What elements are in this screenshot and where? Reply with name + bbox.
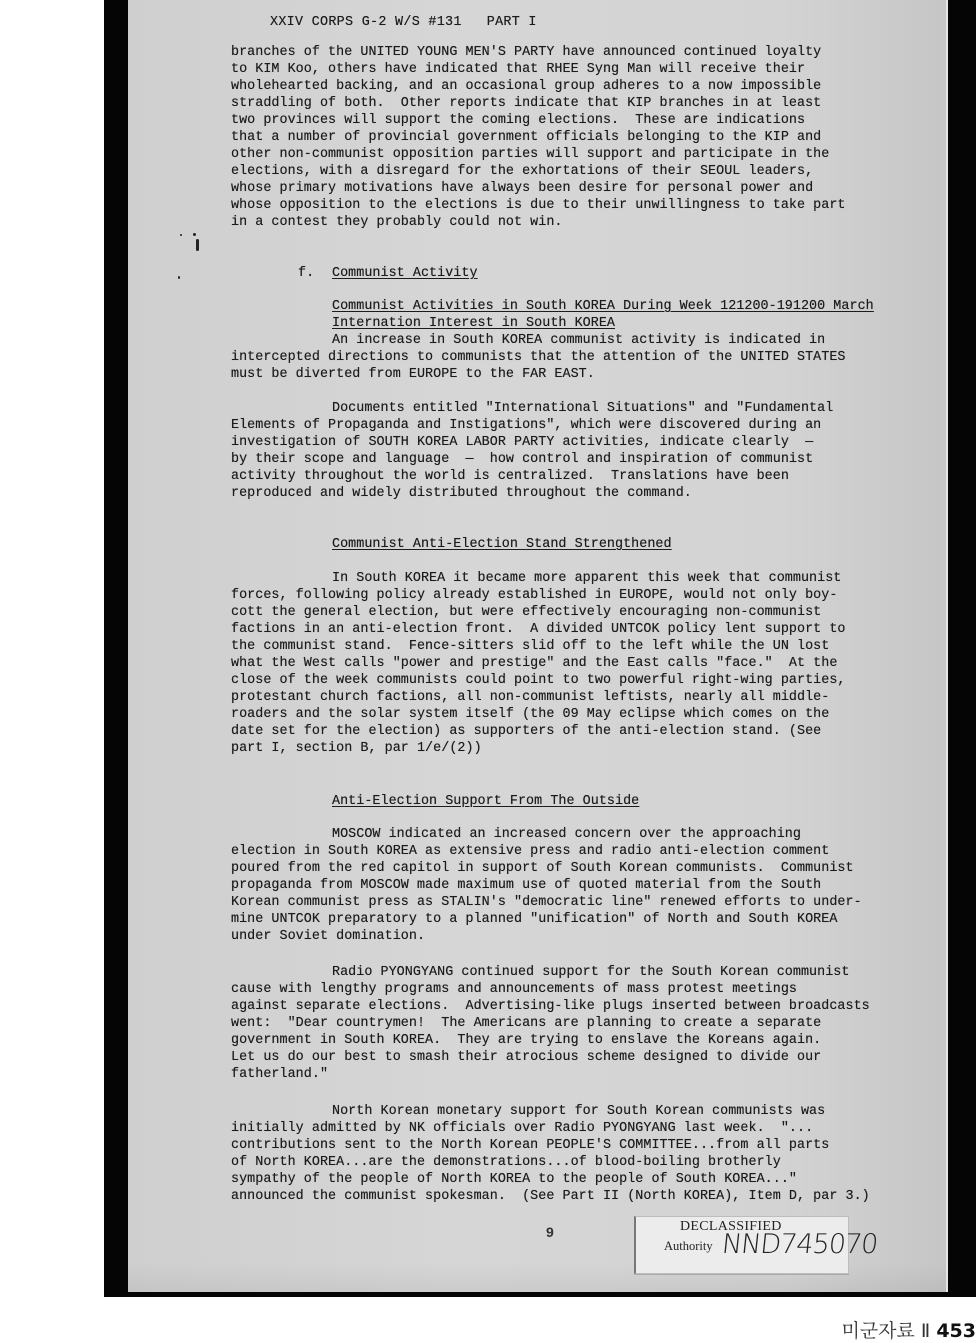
- text-line: close of the week communists could point to two powerful right-wing parties,: [231, 673, 846, 688]
- stamp-title: DECLASSIFIED: [680, 1219, 782, 1234]
- text-line: poured from the red capitol in support of South Korean communists. Communist: [231, 861, 854, 876]
- text-line: activity throughout the world is centralized. Translations have been: [231, 469, 789, 484]
- scan-speck: [178, 276, 180, 279]
- text-line: Korean communist press as STALIN's "democratic line" renewed efforts to under-: [231, 895, 862, 910]
- text-line: part I, section B, par 1/e/(2)): [231, 741, 482, 756]
- text-line: by their scope and language — how control and inspiration of communist: [231, 452, 814, 467]
- text-line: sympathy of the people of North KOREA to the people of South KOREA...": [231, 1172, 797, 1187]
- text-line: of North KOREA...are the demonstrations...of blood-boiling brotherly: [231, 1155, 781, 1170]
- declassified-stamp: [634, 1216, 879, 1274]
- text-line: forces, following policy already established in EUROPE, would not only boy-: [231, 588, 838, 603]
- text-line: roaders and the solar system itself (the 09 May eclipse which comes on the: [231, 707, 830, 722]
- text-line: Documents entitled "International Situations" and "Fundamental: [332, 401, 834, 416]
- text-line: the communist stand. Fence-sitters slid off to the left while the UN lost: [231, 639, 830, 654]
- text-line: that a number of provincial government officials belonging to the KIP and: [231, 130, 822, 145]
- subheading: Internation Interest in South KOREA: [332, 316, 615, 331]
- scan-speck: [180, 234, 182, 236]
- scan-speck: [196, 239, 199, 251]
- text-line: cott the general election, but were effectively encouraging non-communist: [231, 605, 822, 620]
- text-line: date set for the election) as supporters of the anti-election stand. (See: [231, 724, 822, 739]
- text-line: other non-communist opposition parties will support and participate in the: [231, 147, 830, 162]
- text-line: mine UNTCOK preparatory to a planned "unification" of North and South KOREA: [231, 912, 838, 927]
- text-line: went: "Dear countrymen! The Americans are planning to create a separate: [231, 1016, 822, 1031]
- text-line: what the West calls "power and prestige" and the East calls "face." At the: [231, 656, 838, 671]
- text-line: Let us do our best to smash their atrocious scheme designed to divide our: [231, 1050, 822, 1065]
- text-line: election in South KOREA as extensive press and radio anti-election comment: [231, 844, 830, 859]
- text-line: two provinces will support the coming elections. These are indications: [231, 113, 806, 128]
- text-line: in a contest they probably could not win.: [231, 215, 563, 230]
- text-line: against separate elections. Advertising-like plugs inserted between broadcasts: [231, 999, 870, 1014]
- text-line: Elements of Propaganda and Instigations", which were discovered during an: [231, 418, 822, 433]
- text-line: investigation of SOUTH KOREA LABOR PARTY activities, indicate clearly —: [231, 435, 814, 450]
- page-number: 9: [546, 1224, 554, 1240]
- text-line: straddling of both. Other reports indicate that KIP branches in at least: [231, 96, 822, 111]
- text-line: Radio PYONGYANG continued support for the South Korean communist: [332, 965, 850, 980]
- text-line: government in South KOREA. They are trying to enslave the Koreans again.: [231, 1033, 822, 1048]
- scan-speck: [193, 233, 196, 236]
- text-line: MOSCOW indicated an increased concern over the approaching: [332, 827, 801, 842]
- stamp-authority-label: Authority: [664, 1239, 713, 1253]
- text-line: under Soviet domination.: [231, 929, 426, 944]
- text-line: branches of the UNITED YOUNG MEN'S PARTY have announced continued loyalty: [231, 45, 822, 60]
- text-line: In South KOREA it became more apparent this week that communist: [332, 571, 842, 586]
- section-title: Communist Activity: [332, 266, 478, 281]
- text-line: North Korean monetary support for South Korean communists was: [332, 1104, 826, 1119]
- subheading: Communist Anti-Election Stand Strengthened: [332, 537, 672, 552]
- text-line: elections, with a disregard for the exhortations of their SEOUL leaders,: [231, 164, 814, 179]
- text-line: propaganda from MOSCOW made maximum use of quoted material from the South: [231, 878, 822, 893]
- text-line: protestant church factions, all non-communist leftists, nearly all middle-: [231, 690, 830, 705]
- section-marker: f.: [298, 266, 315, 281]
- text-line: intercepted directions to communists that the attention of the UNITED STATES: [231, 350, 846, 365]
- text-line: wholehearted backing, and an occasional group adheres to a now impossible: [231, 79, 822, 94]
- subheading: Anti-Election Support From The Outside: [332, 794, 640, 809]
- text-line: announced the communist spokesman. (See Part II (North KOREA), Item D, par 3.): [231, 1189, 870, 1204]
- text-line: initially admitted by NK officials over Radio PYONGYANG last week. "...: [231, 1121, 814, 1136]
- footer-page-number: 453: [936, 1320, 976, 1342]
- text-line: reproduced and widely distributed throughout the command.: [231, 486, 692, 501]
- text-line: fatherland.": [231, 1067, 329, 1082]
- text-line: whose primary motivations have always been desire for personal power and: [231, 181, 814, 196]
- subheading: Communist Activities in South KOREA During Week 121200-191200 March: [332, 299, 874, 314]
- text-line: must be diverted from EUROPE to the FAR EAST.: [231, 367, 595, 382]
- text-line: to KIM Koo, others have indicated that RHEE Syng Man will receive their: [231, 62, 806, 77]
- book-footer: [841, 1316, 976, 1343]
- text-line: contributions sent to the North Korean PEOPLE'S COMMITTEE...from all parts: [231, 1138, 830, 1153]
- document-header: XXIV CORPS G-2 W/S #131 PART I: [270, 15, 537, 30]
- stamp-authority-number: NND745070: [720, 1229, 879, 1260]
- text-line: cause with lengthy programs and announcements of mass protest meetings: [231, 982, 797, 997]
- footer-label: 미군자료 Ⅱ: [841, 1320, 931, 1342]
- text-line: An increase in South KOREA communist activity is indicated in: [332, 333, 826, 348]
- text-line: factions in an anti-election front. A divided UNTCOK policy lent support to: [231, 622, 846, 637]
- text-line: whose opposition to the elections is due to their unwillingness to take part: [231, 198, 846, 213]
